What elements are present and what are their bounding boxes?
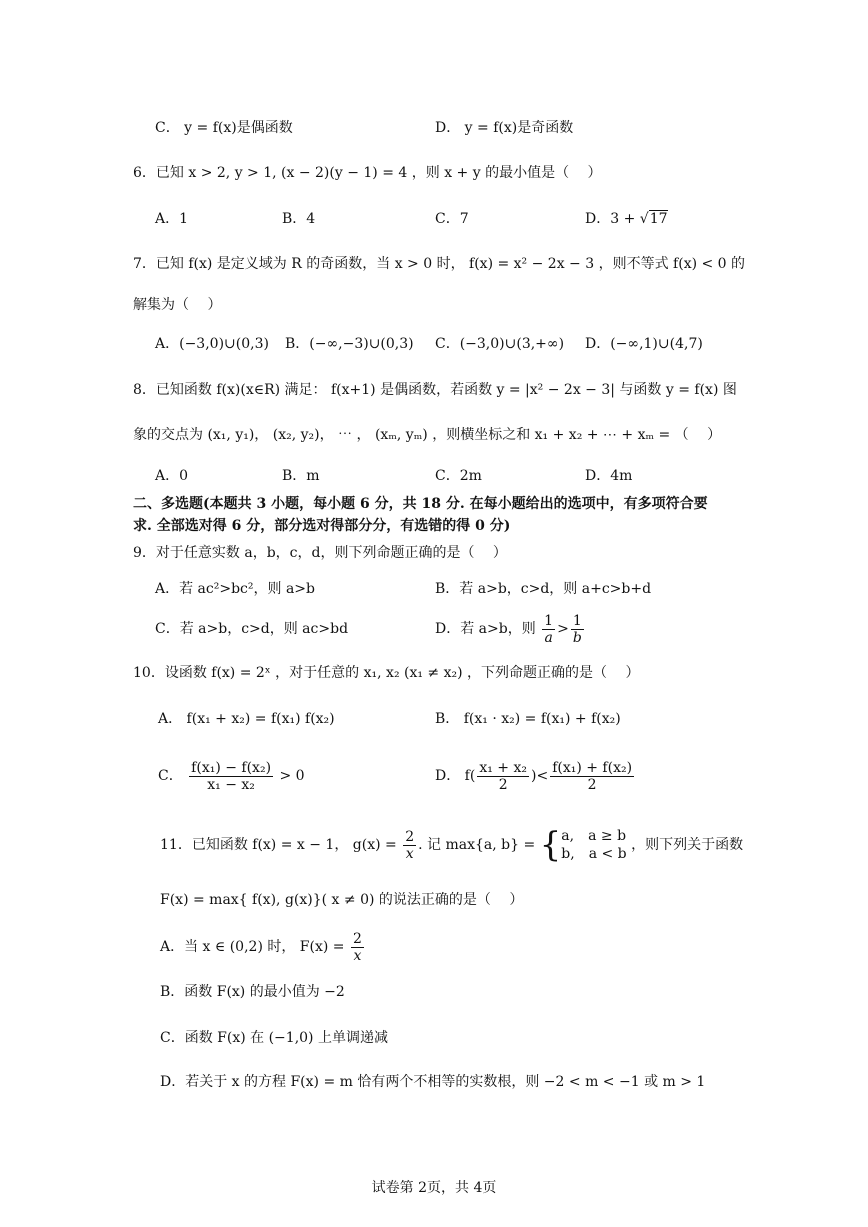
q11-option-c: C．函数 F(x) 在 (−1,0) 上单调递减: [160, 1030, 388, 1046]
q6-option-c: C．7: [435, 211, 469, 227]
q9-fraction-2: $\frac{1}{b}$: [572, 612, 582, 646]
section-heading: 二、多选题(本题共 3 小题，每小题 6 分，共 18 分. 在每小题给出的选项中，有多项符合要: [133, 496, 708, 512]
q9-option-b: B．若 a>b，c>d，则 a+c>b+d: [435, 581, 652, 597]
q6-option-a: A．1: [155, 211, 189, 227]
q9-stem: 9．对于任意实数 a，b，c，d，则下列命题正确的是（ ）: [133, 545, 507, 561]
q6-option-b: B．4: [282, 211, 316, 227]
q9-fraction-1: $\frac{1}{a}$: [544, 612, 554, 646]
q11-g-fraction: $\frac{2}{x}$: [405, 828, 415, 862]
q10-option-a: A． f(x₁ + x₂) = f(x₁) f(x₂): [158, 711, 335, 727]
section-heading-cont: 求. 全部选对得 6 分，部分选对得部分分，有选错的得 0 分): [133, 518, 511, 534]
q11-option-b: B．函数 F(x) 的最小值为 −2: [160, 984, 345, 1000]
q11-stem: 11．已知函数 f(x) = x − 1， g(x) = $\frac{2}{x}$ . 记 max{a, b} = { a, a ≥ b b, a < b ，则下列关于函数: [160, 825, 744, 865]
q7-option-a: A．(−3,0)∪(0,3): [155, 336, 269, 352]
q7-stem: 7．已知 f(x) 是定义域为 R 的奇函数，当 x > 0 时， f(x) = x² − 2x − 3 ，则不等式 f(x) < 0 的: [133, 256, 746, 272]
page-footer: 试卷第 2页，共 4页: [371, 1180, 497, 1196]
q6-option-d-radicand: 17: [649, 211, 668, 227]
q6-option-d-prefix: D．3 +: [585, 211, 640, 227]
q10-d-fraction-2: $\frac{\text{f(x₁) + f(x₂)}}{2}$: [552, 759, 633, 793]
q6-option-d: D．3 + √17: [585, 211, 668, 227]
q10-d-fraction-1: $\frac{\text{x₁ + x₂}}{2}$: [479, 759, 527, 793]
q8-option-b: B．m: [282, 468, 320, 484]
q9-option-c: C．若 a>b，c>d，则 ac>bd: [155, 621, 349, 637]
q6-stem: 6．已知 x > 2, y > 1, (x − 2)(y − 1) = 4 ，则 x + y 的最小值是（ ）: [133, 165, 602, 181]
q8-stem-cont: 象的交点为 (x₁, y₁)， (x₂, y₂)， ⋯ ， (xₘ, yₘ) ，则横坐标之和 x₁ + x₂ + ⋯ + xₘ = （ ）: [133, 427, 722, 443]
q8-option-a: A．0: [155, 468, 189, 484]
q5-option-d: D． y = f(x)是奇函数: [435, 120, 574, 136]
q8-option-c: C．2m: [435, 468, 482, 484]
q10-option-d: D． f( $\frac{\text{x₁ + x₂}}{2}$ )< $\frac{\text{f(x₁) + f(x₂)}}{2}$: [435, 759, 633, 793]
q5-option-c: C． y = f(x)是偶函数: [155, 120, 293, 136]
q10-c-fraction: $\frac{\text{f(x₁) − f(x₂)}}{\text{x₁ − x₂}}$: [191, 759, 272, 793]
q7-stem-cont: 解集为（ ）: [133, 297, 222, 313]
q10-stem: 10．设函数 f(x) = 2ˣ ，对于任意的 x₁, x₂ (x₁ ≠ x₂) ，下列命题正确的是（ ）: [133, 665, 640, 681]
q11-option-d: D．若关于 x 的方程 F(x) = m 恰有两个不相等的实数根，则 −2 < m < −1 或 m > 1: [160, 1074, 706, 1090]
q7-option-b: B．(−∞,−3)∪(0,3): [285, 336, 414, 352]
q7-option-d: D．(−∞,1)∪(4,7): [585, 336, 703, 352]
q8-stem: 8．已知函数 f(x)(x∈R) 满足： f(x+1) 是偶函数，若函数 y = |x² − 2x − 3| 与函数 y = f(x) 图: [133, 382, 737, 398]
q10-option-b: B． f(x₁ · x₂) = f(x₁) + f(x₂): [435, 711, 621, 727]
q11-stem-cont: F(x) = max{ f(x), g(x)}( x ≠ 0) 的说法正确的是（ ）: [160, 892, 524, 908]
q8-option-d: D．4m: [585, 468, 633, 484]
q7-option-c: C．(−3,0)∪(3,+∞): [435, 336, 565, 352]
q9-option-a: A．若 ac²>bc²，则 a>b: [155, 581, 315, 597]
q9-option-d-prefix: D．若 a>b，则: [435, 621, 536, 637]
q11-a-fraction: $\frac{2}{x}$: [352, 930, 362, 964]
q11-option-a: A．当 x ∈ (0,2) 时， F(x) = $\frac{2}{x}$: [160, 930, 362, 964]
q9-option-d: D．若 a>b，则 $\frac{1}{a}$ > $\frac{1}{b}$: [435, 612, 582, 646]
q11-cases: a, a ≥ b b, a < b: [561, 828, 627, 862]
q10-option-c: C． $\frac{\text{f(x₁) − f(x₂)}}{\text{x₁ − x₂}}$ > 0: [158, 759, 305, 793]
